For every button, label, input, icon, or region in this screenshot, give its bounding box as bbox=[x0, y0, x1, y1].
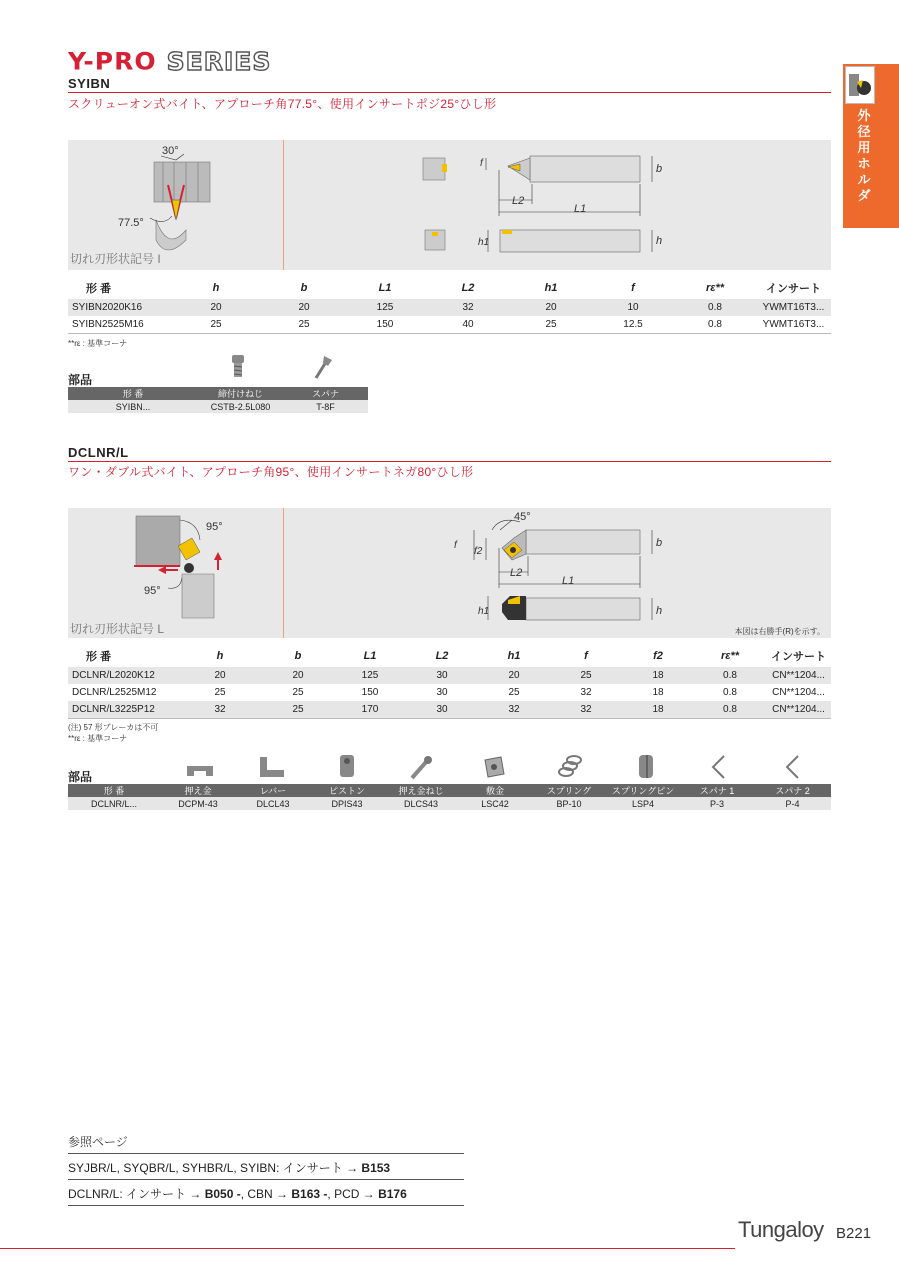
table-cell: CN**1204... bbox=[772, 687, 825, 698]
dim-L1-label: L1 bbox=[562, 575, 575, 587]
table-cell: 20 bbox=[264, 299, 344, 316]
ref-link-b176[interactable]: B176 bbox=[378, 1187, 407, 1201]
dim-L2-label: L2 bbox=[512, 195, 525, 207]
table-cell: 25 bbox=[550, 667, 622, 684]
parts-header: スプリング bbox=[532, 784, 606, 797]
spanner1-icon bbox=[708, 754, 730, 780]
table-cell: 150 bbox=[361, 687, 379, 698]
table-cell: 20 bbox=[478, 667, 550, 684]
table-cell: 40 bbox=[426, 316, 510, 333]
dim-L1-label: L1 bbox=[574, 203, 587, 215]
table-cell: 20 bbox=[168, 299, 264, 316]
table-row bbox=[68, 299, 831, 316]
col-header: h1 bbox=[544, 282, 558, 294]
table-cell: 125 bbox=[344, 299, 426, 316]
table-cell: 0.8 bbox=[694, 667, 766, 684]
logo-series: SERIES bbox=[166, 47, 272, 76]
table-cell: DCLNR/L2525M12 bbox=[72, 687, 157, 698]
table-cell: 25 bbox=[292, 687, 304, 698]
reference-rule bbox=[68, 1179, 464, 1180]
section2-description: ワン・ダブル式バイト、アプローチ角95°、使用インサートネガ80°ひし形 bbox=[68, 465, 474, 479]
table-cell: 32 bbox=[550, 701, 622, 718]
lever-icon bbox=[258, 756, 286, 778]
reference-rule bbox=[68, 1205, 464, 1206]
col-header: f bbox=[584, 650, 588, 662]
parts-cell: P-4 bbox=[754, 797, 831, 810]
brand-name: Tungaloy bbox=[738, 1217, 824, 1242]
parts-header: ピストン bbox=[310, 784, 384, 797]
dim-h-label: h bbox=[656, 235, 663, 247]
col-header: 形 番 bbox=[86, 651, 112, 663]
table-cell: 30 bbox=[406, 701, 478, 718]
ref-link-b163[interactable]: B163 - bbox=[291, 1187, 328, 1201]
parts-header: レバー bbox=[236, 784, 310, 797]
table-cell: 25 bbox=[168, 316, 264, 333]
table-cell: 25 bbox=[508, 687, 520, 698]
dim-h-label: h bbox=[656, 605, 663, 617]
section1-figure-panel bbox=[68, 140, 831, 270]
parts-header: 押え金ねじ bbox=[384, 784, 458, 797]
spring-pin-icon bbox=[636, 752, 656, 780]
table-row bbox=[68, 316, 831, 333]
table-cell: 0.8 bbox=[694, 701, 766, 718]
col-header: h1 bbox=[507, 650, 521, 662]
table-cell: 32 bbox=[478, 701, 550, 718]
table-cell: 125 bbox=[334, 667, 406, 684]
side-tab-label: 外径用ホルダ bbox=[857, 108, 871, 203]
logo-ypro: Y-PRO bbox=[68, 47, 157, 76]
table-cell: 18 bbox=[622, 667, 694, 684]
table-row bbox=[68, 667, 831, 684]
table-cell: 20 bbox=[178, 667, 262, 684]
table-cell: 25 bbox=[510, 316, 592, 333]
ref-text: , PCD → bbox=[327, 1187, 379, 1201]
table-row bbox=[68, 684, 831, 701]
table-cell: 30 bbox=[436, 687, 448, 698]
dim-b-label: b bbox=[656, 537, 663, 549]
parts-cell: P-3 bbox=[680, 797, 754, 810]
parts-header: 形 番 bbox=[68, 387, 198, 400]
section2-spec-table bbox=[68, 646, 831, 719]
reference-line-2[interactable] bbox=[68, 1185, 407, 1202]
section1-description: スクリューオン式バイト、アプローチ角77.5°、使用インサートポジ25°ひし形 bbox=[68, 97, 497, 111]
shim-icon bbox=[483, 756, 505, 778]
parts-header: スパナ bbox=[283, 387, 368, 400]
col-header: rε** bbox=[705, 282, 725, 294]
table-cell: 20 bbox=[510, 299, 592, 316]
angle-30-label: 30° bbox=[162, 145, 179, 157]
col-header: f bbox=[631, 282, 635, 294]
footer-rule bbox=[0, 1248, 735, 1249]
table-cell: DCLNR/L3225P12 bbox=[68, 701, 178, 718]
parts-cell: BP-10 bbox=[532, 797, 606, 810]
dim-b-label: b bbox=[656, 163, 663, 175]
table-cell: 20 bbox=[262, 667, 334, 684]
reference-line-1[interactable] bbox=[68, 1159, 390, 1176]
parts-cell: DCLNR/L... bbox=[68, 797, 160, 810]
table-cell: CN**1204... bbox=[766, 701, 831, 718]
angle-45-label: 45° bbox=[514, 511, 531, 523]
section1-footnote: **rε : 基準コーナ bbox=[68, 339, 128, 348]
section1-rule bbox=[68, 92, 831, 93]
col-header: h bbox=[212, 282, 220, 294]
parts-cell: LSP4 bbox=[606, 797, 680, 810]
dim-f-label: f bbox=[454, 540, 457, 551]
table-cell: DCLNR/L2020K12 bbox=[68, 667, 178, 684]
col-header: b bbox=[300, 282, 308, 294]
holder-thumbnail-icon bbox=[845, 66, 875, 104]
parts-cell: DLCL43 bbox=[236, 797, 310, 810]
col-header: インサート bbox=[766, 283, 821, 295]
ref-text: SYJBR/L, SYQBR/L, SYHBR/L, SYIBN: インサート → bbox=[68, 1161, 362, 1175]
dim-h1-label: h1 bbox=[478, 237, 490, 248]
parts-cell: DCPM-43 bbox=[160, 797, 236, 810]
angle-95b-label: 95° bbox=[144, 585, 161, 597]
dim-L2-label: L2 bbox=[510, 567, 523, 579]
dim-f-label: f bbox=[480, 158, 483, 169]
section1-edge-caption: 切れ刃形状記号 I bbox=[70, 252, 161, 266]
table-cell: 25 bbox=[264, 316, 344, 333]
parts-header: 押え金 bbox=[160, 784, 236, 797]
section2-edge-caption: 切れ刃形状記号 L bbox=[70, 622, 165, 636]
section2-drawing bbox=[68, 508, 831, 638]
table-header-row bbox=[68, 646, 831, 667]
spanner2-icon bbox=[782, 754, 804, 780]
table-cell: 170 bbox=[334, 701, 406, 718]
section1-parts-title: 部品 bbox=[68, 373, 93, 387]
section2-note-breaker: (注) 57 形ブレーカは不可 bbox=[68, 723, 159, 732]
table-cell: 30 bbox=[406, 667, 478, 684]
parts-cell: SYIBN... bbox=[68, 400, 198, 413]
table-cell: 25 bbox=[262, 701, 334, 718]
angle-77-label: 77.5° bbox=[118, 217, 144, 229]
parts-header: 敷金 bbox=[458, 784, 532, 797]
parts-cell: CSTB-2.5L080 bbox=[198, 400, 283, 413]
spring-icon bbox=[556, 752, 584, 780]
page-number: B221 bbox=[836, 1225, 872, 1242]
table-cell: CN**1204... bbox=[766, 667, 831, 684]
table-cell: YWMT16T3... bbox=[756, 316, 831, 333]
parts-header: 形 番 bbox=[68, 784, 160, 797]
table-cell: 0.8 bbox=[723, 687, 737, 698]
table-row bbox=[68, 701, 831, 718]
table-header-row bbox=[68, 278, 831, 299]
table-cell: 18 bbox=[652, 687, 664, 698]
ref-text: , CBN → bbox=[240, 1187, 292, 1201]
parts-header: 締付けねじ bbox=[198, 387, 283, 400]
section2-figure-panel bbox=[68, 508, 831, 638]
parts-cell: DLCS43 bbox=[384, 797, 458, 810]
col-header: インサート bbox=[771, 651, 826, 663]
parts-cell: T-8F bbox=[283, 400, 368, 413]
spanner-icon bbox=[312, 354, 334, 380]
clamp-screw-icon bbox=[408, 754, 434, 780]
col-header: rε** bbox=[720, 650, 740, 662]
section2-footnote: **rε : 基準コーナ bbox=[68, 734, 128, 743]
col-header: h bbox=[216, 650, 224, 662]
section1-code: SYIBN bbox=[68, 76, 111, 91]
col-header: L1 bbox=[378, 282, 392, 294]
section2-rule bbox=[68, 461, 831, 462]
section2-hand-note: 本図は右勝手(R)を示す。 bbox=[734, 627, 825, 636]
section1-drawing bbox=[68, 140, 831, 270]
parts-header: スプリングピン bbox=[606, 784, 680, 797]
table-cell: 32 bbox=[580, 687, 592, 698]
section1-parts-table bbox=[68, 387, 368, 413]
section2-parts-table bbox=[68, 784, 831, 810]
col-header: L2 bbox=[461, 282, 475, 294]
table-cell: 18 bbox=[622, 701, 694, 718]
clamp-screw-icon bbox=[228, 354, 248, 380]
ref-link-b153[interactable]: B153 bbox=[361, 1161, 391, 1175]
table-cell: 150 bbox=[344, 316, 426, 333]
table-cell: 10 bbox=[592, 299, 674, 316]
section1-spec-table bbox=[68, 278, 831, 334]
table-cell: SYIBN2525M16 bbox=[68, 316, 168, 333]
table-cell: 12.5 bbox=[592, 316, 674, 333]
ref-link-b050[interactable]: B050 - bbox=[204, 1187, 241, 1201]
table-cell: 25 bbox=[214, 687, 226, 698]
col-header: f2 bbox=[653, 650, 663, 662]
col-header: L2 bbox=[435, 650, 449, 662]
section2-parts-title: 部品 bbox=[68, 770, 93, 784]
angle-95a-label: 95° bbox=[206, 521, 223, 533]
table-cell: 32 bbox=[426, 299, 510, 316]
table-cell: 0.8 bbox=[674, 316, 756, 333]
section2-code: DCLNR/L bbox=[68, 445, 129, 460]
clamp-icon bbox=[186, 764, 214, 778]
table-cell: YWMT16T3... bbox=[756, 299, 831, 316]
table-cell: 32 bbox=[178, 701, 262, 718]
table-cell: SYIBN2020K16 bbox=[68, 299, 168, 316]
parts-header: スパナ 2 bbox=[754, 784, 831, 797]
piston-icon bbox=[338, 754, 356, 778]
dim-f2-label: f2 bbox=[474, 546, 483, 557]
col-header: 形 番 bbox=[86, 283, 112, 295]
reference-rule bbox=[68, 1153, 464, 1154]
ref-text: DCLNR/L: インサート → bbox=[68, 1187, 205, 1201]
parts-cell: DPIS43 bbox=[310, 797, 384, 810]
col-header: L1 bbox=[363, 650, 377, 662]
parts-header: スパナ 1 bbox=[680, 784, 754, 797]
parts-cell: LSC42 bbox=[458, 797, 532, 810]
reference-title: 参照ページ bbox=[68, 1135, 128, 1149]
col-header: b bbox=[294, 650, 302, 662]
series-logo bbox=[68, 47, 272, 76]
dim-h1-label: h1 bbox=[478, 606, 490, 617]
table-cell: 0.8 bbox=[674, 299, 756, 316]
